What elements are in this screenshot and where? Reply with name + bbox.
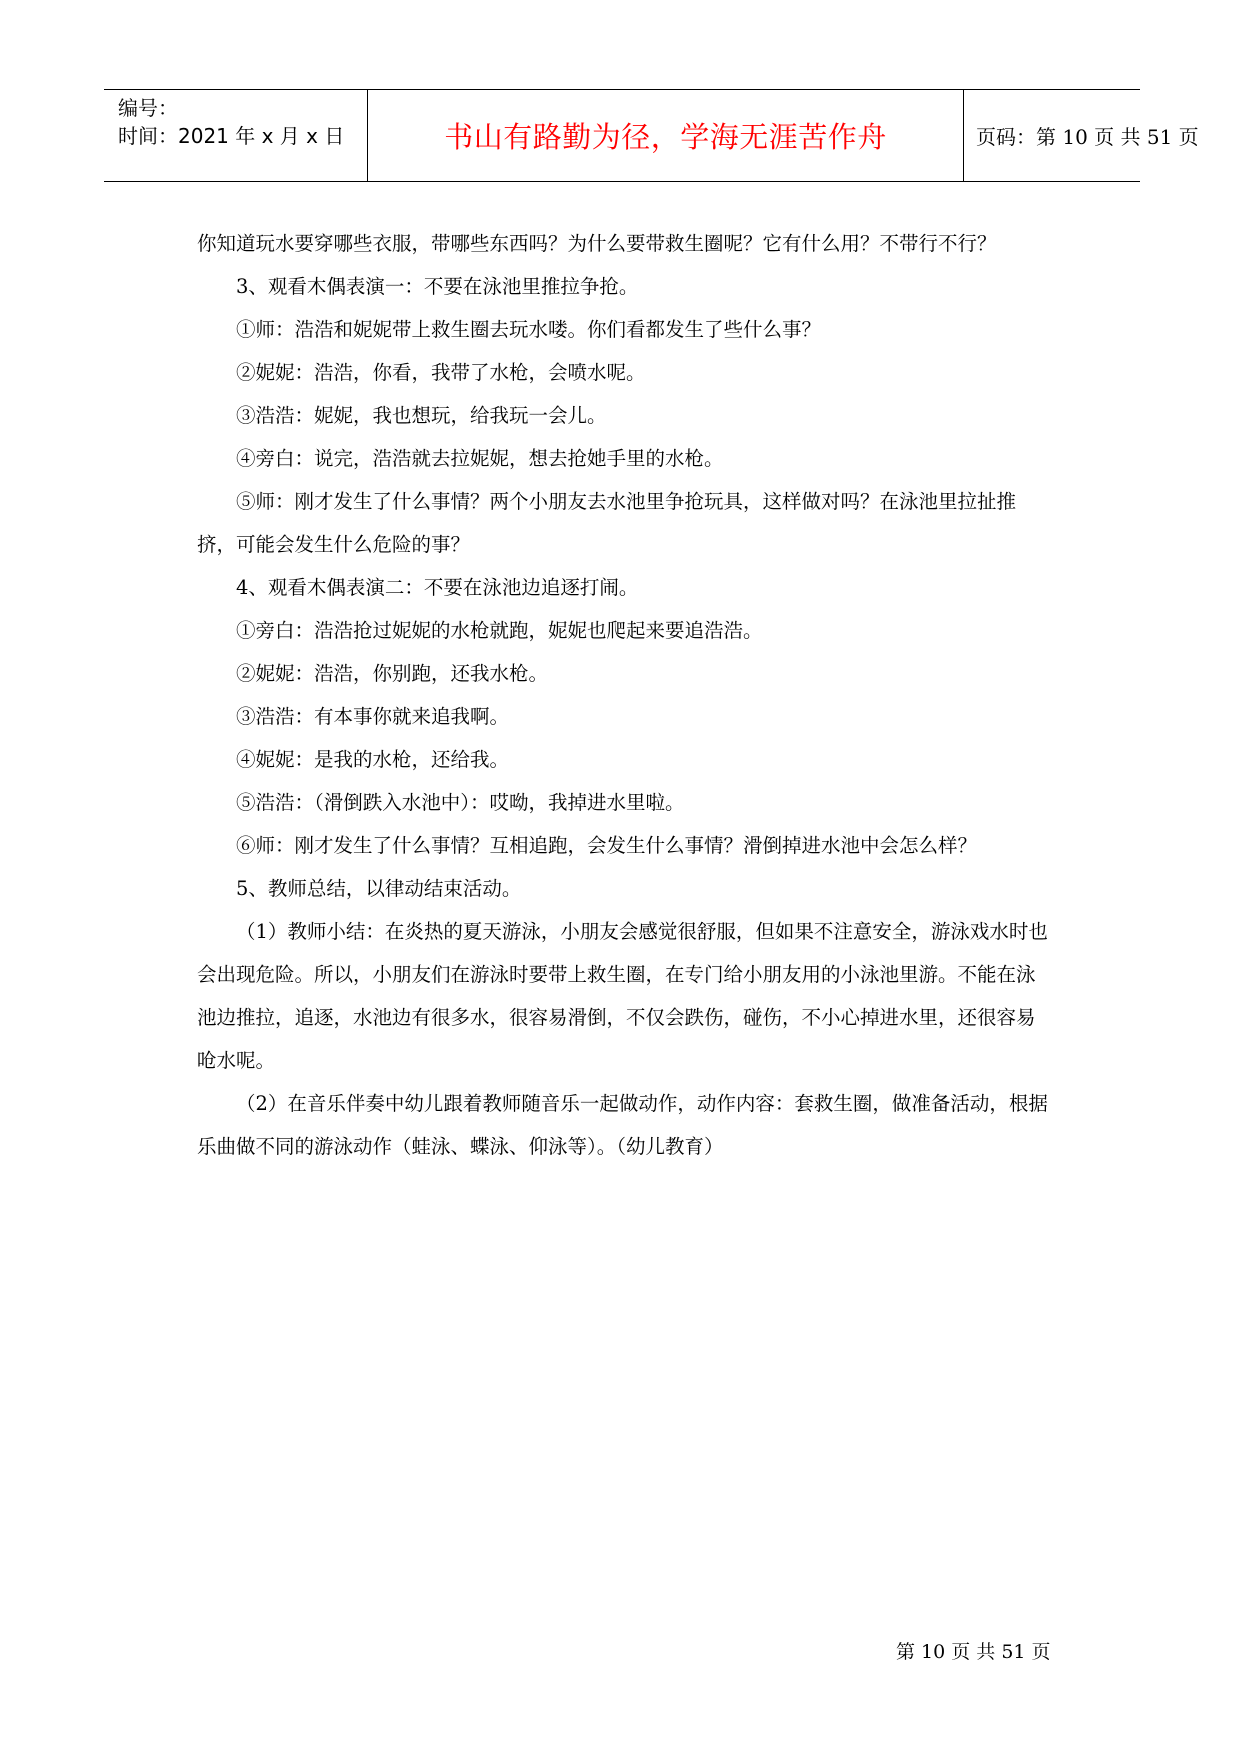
paragraph: ③浩浩：有本事你就来追我啊。	[236, 705, 510, 728]
header-motto: 书山有路勤为径，学海无涯苦作舟	[444, 120, 887, 154]
paragraph: （1）教师小结：在炎热的夏天游泳，小朋友会感觉很舒服，但如果不注意安全，游泳戏水时也会出现危险。所以，小朋友们在游泳时要带上救生圈，在专门给小朋友用的小泳池里游。不能在泳池边推拉，追逐，水池边有很多水，很容易滑倒，不仅会跌伤，碰伤，不小心掉进水里，还很容易呛水呢。	[197, 920, 1048, 1072]
page-footer	[896, 1637, 1051, 1664]
paragraph: ⑤师：刚才发生了什么事情？两个小朋友去水池里争抢玩具，这样做对吗？在泳池里拉扯推挤，可能会发生什么危险的事？	[197, 490, 1017, 556]
paragraph: 你知道玩水要穿哪些衣服，带哪些东西吗？为什么要带救生圈呢？它有什么用？不带行不行？	[197, 232, 997, 255]
paragraph: ④旁白：说完，浩浩就去拉妮妮，想去抢她手里的水枪。	[236, 447, 724, 470]
header-page-info: 页码：第 10 页 共 51 页	[976, 125, 1199, 149]
paragraph: ⑥师：刚才发生了什么事情？互相追跑，会发生什么事情？滑倒掉进水池中会怎么样？	[236, 834, 978, 857]
header-page-info-cell	[964, 90, 1199, 181]
document-body	[197, 222, 1053, 1168]
footer-page-number: 第 10 页 共 51 页	[896, 1641, 1051, 1663]
paragraph: ②妮妮：浩浩，你别跑，还我水枪。	[236, 662, 549, 685]
page-header	[104, 89, 1199, 182]
document-number-label: 编号：	[118, 96, 178, 120]
paragraph: ⑤浩浩：（滑倒跌入水池中）：哎呦，我掉进水里啦。	[236, 791, 685, 814]
header-meta-cell	[104, 90, 368, 181]
paragraph: ④妮妮：是我的水枪，还给我。	[236, 748, 510, 771]
paragraph: 5、教师总结，以律动结束活动。	[236, 877, 522, 900]
paragraph: ①旁白：浩浩抢过妮妮的水枪就跑，妮妮也爬起来要追浩浩。	[236, 619, 763, 642]
document-time-label: 时间：2021 年 x 月 x 日	[118, 124, 345, 148]
paragraph: 3、观看木偶表演一：不要在泳池里推拉争抢。	[236, 275, 639, 298]
paragraph: ②妮妮：浩浩，你看，我带了水枪，会喷水呢。	[236, 361, 646, 384]
paragraph: 4、观看木偶表演二：不要在泳池边追逐打闹。	[236, 576, 639, 599]
paragraph: （2）在音乐伴奏中幼儿跟着教师随音乐一起做动作，动作内容：套救生圈，做准备活动，根据乐曲做不同的游泳动作（蛙泳、蝶泳、仰泳等）。（幼儿教育）	[197, 1092, 1048, 1158]
paragraph: ①师：浩浩和妮妮带上救生圈去玩水喽。你们看都发生了些什么事？	[236, 318, 822, 341]
paragraph: ③浩浩：妮妮，我也想玩，给我玩一会儿。	[236, 404, 607, 427]
header-motto-cell	[368, 90, 964, 181]
